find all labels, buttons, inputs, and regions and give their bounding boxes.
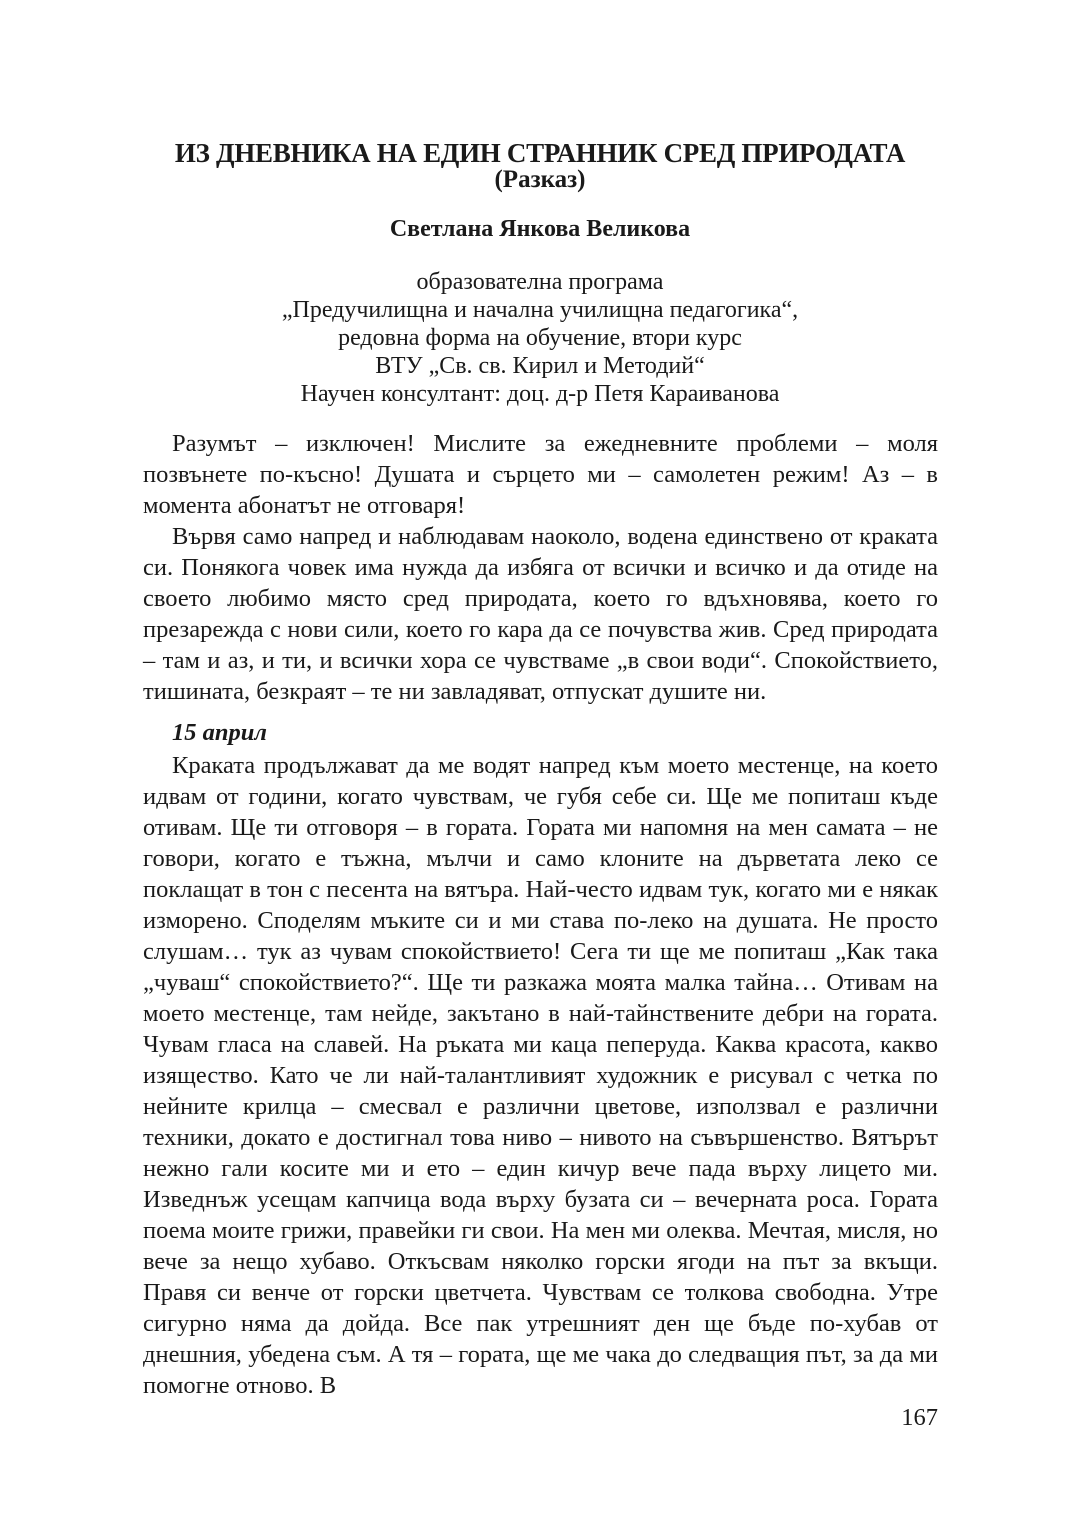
affiliation-line: Научен консултант: доц. д-р Петя Караиванова	[300, 381, 780, 407]
diary-entry	[143, 750, 938, 1401]
page-number: 167	[901, 1404, 938, 1431]
body-paragraph: Краката продължават да ме водят напред към моето местенце, на което идвам от години, когато чувствам, че губя себе си. Ще ме попиташ къде отивам. Ще ти отговоря – в гората. Гората ми напомня на мен самата – не говори, когато е тъжна, мълчи и само клоните на дърветата леко се поклащат в тон с песента на вятъра. Най-често идвам тук, когато ми е някак изморено. Споделям мъките си и ми става по-леко на душата. Не просто слушам… тук аз чувам спокойствието! Сега ти ще ме попиташ „Как така „чуваш“ спокойствието?“. Ще ти разкажа моята малка тайна… Отивам на моето местенце, там нейде, закътано в най-тайнствените дебри на гората. Чувам гласа на славей. На ръката ми каца пеперуда. Каква красота, какво изящество. Като че ли най-талантливият художник е рисувал с четка по нейните крилца – смесвал е различни цветове, използвал е различни техники, докато е достигнал това ниво – нивото на съвършенство. Вятърът нежно гали косите ми и ето – един кичур вече пада върху лицето ми. Изведнъж усещам капчица вода върху бузата си – вечерната роса. Гората поема моите грижи, правейки ги свои. На мен ми олеква. Мечтая, мисля, но вече за нещо хубаво. Откъсвам няколко горски ягоди на път за вкъщи. Правя си венче от горски цветчета. Чувствам се толкова свободна. Утре сигурно няма да дойда. Все пак утрешният ден ще бъде по-хубав от днешния, убедена съм. А тя – гората, ще ме чака до следващия път, за да ми помогне отново. В	[143, 752, 938, 1399]
body-paragraph: Вървя само напред и наблюдавам наоколо, водена единствено от краката си. Понякога човек има нужда да избяга от всички и всичко и да отиде на своето любимо място сред природата, което го вдъхновява, което го презарежда с нови сили, което го кара да се почувства жив. Сред природата – там и аз, и ти, и всички хора се чувстваме „в свои води“. Спокойствието, тишината, безкраят – те ни завладяват, отпускат душите ни.	[143, 523, 938, 705]
article-subtitle: (Разказ)	[494, 166, 586, 193]
affiliation-line: „Предучилищна и начална училищна педагогика“,	[281, 297, 799, 323]
author-affiliation	[0, 268, 1080, 408]
affiliation-line: ВТУ „Св. св. Кирил и Методий“	[375, 353, 705, 379]
affiliation-line: редовна форма на обучение, втори курс	[338, 325, 742, 351]
author-name: Светлана Янкова Великова	[389, 216, 691, 242]
body-paragraph: Разумът – изключен! Мислите за ежедневните проблеми – моля позвънете по-късно! Душата и сърцето ми – самолетен режим! Аз – в момента абонатът не отговаря!	[143, 430, 938, 519]
article-title: ИЗ ДНЕВНИКА НА ЕДИН СТРАННИК СРЕД ПРИРОДАТА	[174, 138, 906, 168]
diary-entry-date: 15 април	[172, 719, 267, 746]
intro-section	[143, 428, 938, 707]
affiliation-line: образователна програма	[416, 269, 664, 295]
